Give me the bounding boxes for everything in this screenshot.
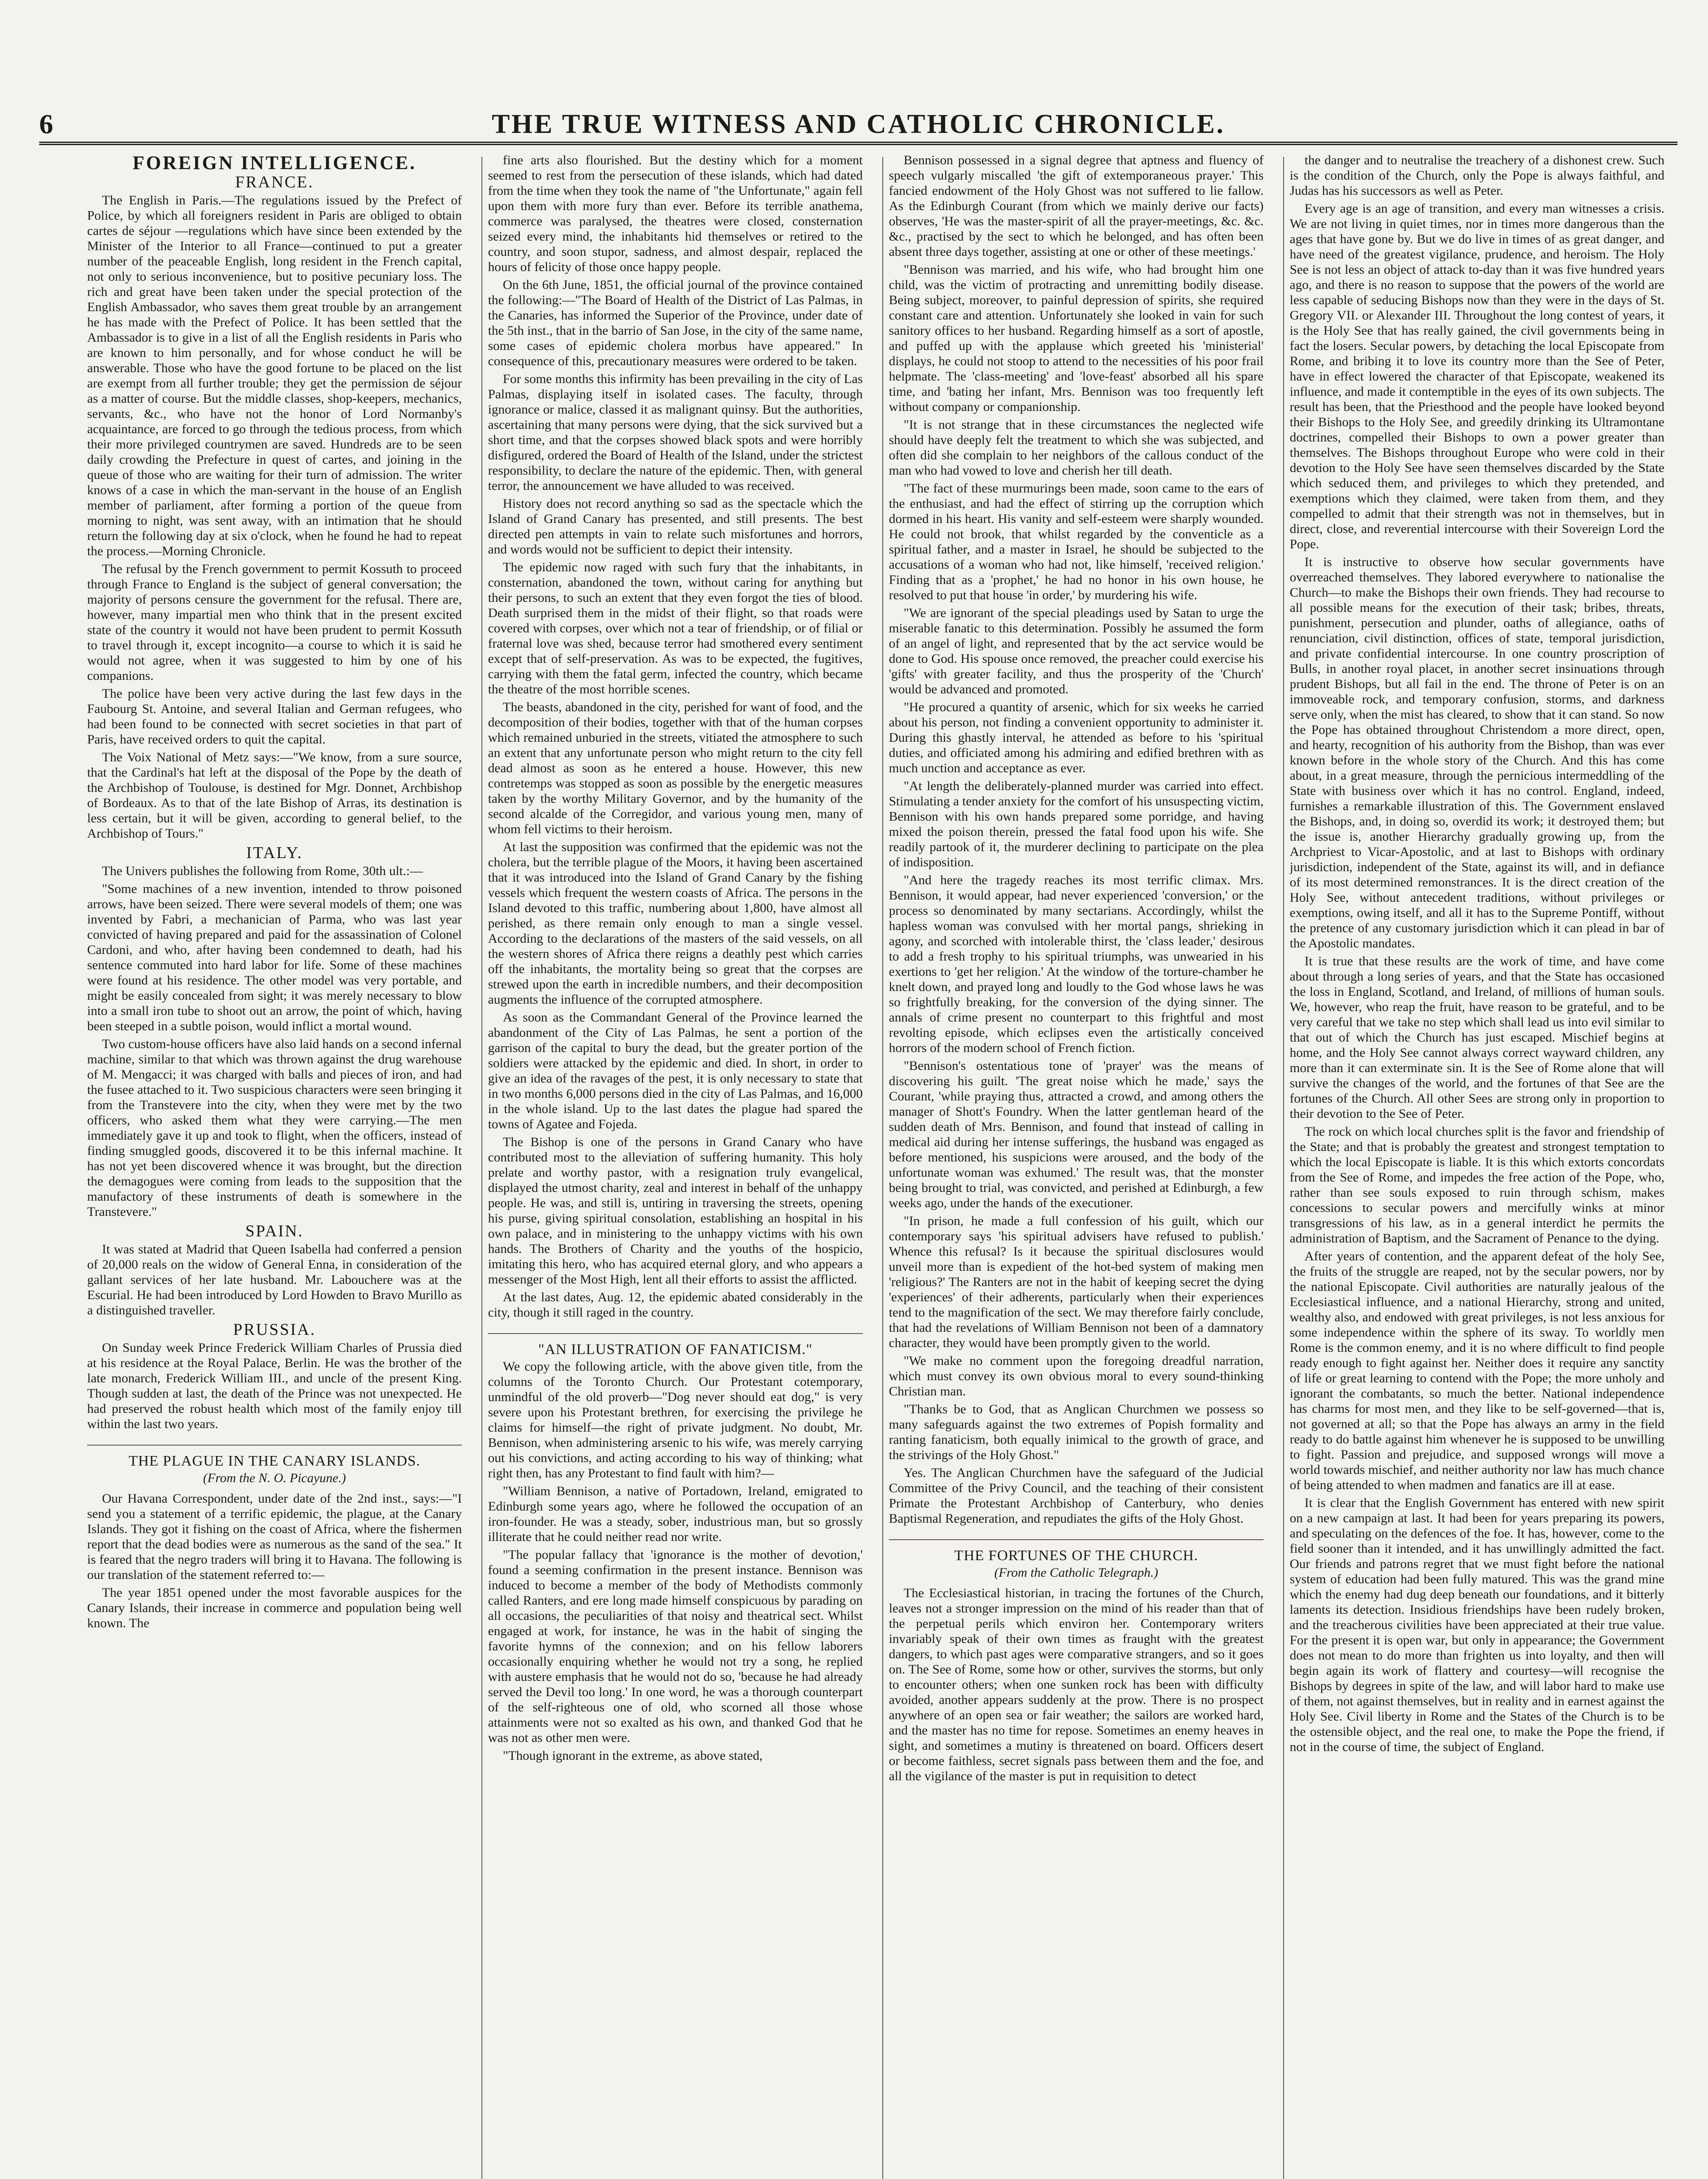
column-divider [481,157,482,2179]
paragraph: "Some machines of a new invention, intended to throw poisoned arrows, have been seized. There were several models of them; one was invented by Fabri, a mechanician of Parma, who was last year convicted of having prepared and paid for the assassination of Colonel Cardoni, and who, after having been condemned to death, had his sentence commuted into hard labor for life. Some of these machines were found at his residence. The other model was very portable, and might be easily concealed from sight; it was merely necessary to blow into a small iron tube to shoot out an arrow, the point of which, having been steeped in a subtle poison, would inflict a mortal wound. [87,882,462,1033]
paragraph: "Though ignorant in the extreme, as above stated, [503,1748,763,1763]
paragraph: The Ecclesiastical historian, in tracing the fortunes of the Church, leaves not a stronger impression on the mind of his reader than that of the perpetual perils which environ her. Contemporary writers invariably speak of their own times as fraught with the greatest dangers, to which past ages were comparative strangers, and so it goes on. The See of Rome, some how or other, survives the storms, but only to encounter others; when one sunken rock has been with difficulty avoided, another appears suddenly at the prow. There is no prospect anywhere of an open sea or fair weather; the sailors are worked hard, and the master has no time for repose. Sometimes an enemy heaves in sight, and sometimes a mutiny is threatened on board. Officers desert or become faithless, secret signals pass between them and the foe, and all the vigilance of the master is put in requisition to detect [889,1586,1264,1783]
paragraph: On Sunday week Prince Frederick William Charles of Prussia died at his residence at the Royal Palace, Berlin. He was the brother of the late monarch, Frederick William III., and uncle of the present King. Though sudden at last, the death of the Prince was not unexpected. He had preserved the robust health which most of the family enjoy till within the last two years. [87,1341,462,1431]
masthead-rule [39,142,1678,145]
article-source: (From the Catholic Telegraph.) [994,1565,1159,1580]
country-heading: FRANCE. [235,173,314,191]
column-1 [87,153,462,2179]
paragraph: "We make no comment upon the foregoing dreadful narration, which must convey its own obvious moral to every sound-thinking Christian man. [889,1354,1264,1398]
paragraph: History does not record anything so sad as the spectacle which the Island of Grand Canary has presented, and still presents. The best directed pen attempts in vain to relate such misfortunes and horrors, and words would not be sufficient to depict their intensity. [488,496,863,557]
column-4 [1290,153,1664,2179]
column-2 [488,153,863,2179]
paragraph: The refusal by the French government to permit Kossuth to proceed through France to England is the subject of general conversation; the majority of persons censure the government for the refusal. There are, however, many impartial men who think that in the present excited state of the country it would not have been prudent to permit Kossuth to travel through it, except incognito—a course to which it is said he would not agree, when it was suggested to him by one of his companions. [87,562,462,683]
paragraph: "The fact of these murmurings been made, soon came to the ears of the enthusiast, and had the effect of stirring up the corruption which dormed in his heart. His vanity and self-esteem were sharply wounded. He could not brook, that whilst regarded by the conventicle as a spiritual father, and a master in Israel, he should be subjected to the accusations of a woman who had not, like himself, 'received religion.' Finding that as a 'prophet,' he had no honor in his own house, he resolved to put that house 'in order,' by murdering his wife. [889,481,1264,602]
paragraph: "Thanks be to God, that as Anglican Churchmen we possess so many safeguards against the two extremes of Popish formality and ranting fanaticism, both equally inimical to the growth of grace, and the strivings of the Holy Ghost." [889,1402,1264,1462]
paragraph: Bennison possessed in a signal degree that aptness and fluency of speech vulgarly miscalled 'the gift of extemporaneous prayer.' This fancied endowment of the Holy Ghost was not suffered to lie fallow. As the Edinburgh Courant (from which we mainly derive our facts) observes, 'He was the master-spirit of all the prayer-meetings, &c. &c. &c., practised by the sect to which he belonged, and has often been absent three days together, assisting at one or other of these meetings.' [889,153,1264,259]
section-heading: FOREIGN INTELLIGENCE. [132,153,417,173]
paragraph: On the 6th June, 1851, the official journal of the province contained the following:—"The Board of Health of the District of Las Palmas, in the Canaries, has informed the Superior of the Province, under date of the 5th inst., that in the barrio of San Jose, in the city of the same name, some cases of epidemic cholera morbus have appeared." In consequence of this, precautionary measures were ordered to be taken. [488,278,863,368]
country-heading: PRUSSIA. [233,1320,316,1339]
paragraph: It is clear that the English Government has entered with new spirit on a new campaign at last. It had been for years preparing its powers, and speculating on the defences of the foe. It has, however, come to the field sooner than it intended, and it has unwillingly admitted the fact. Our friends and patrons regret that we must fight before the national system of education had been fully matured. This was the grand mine which the enemy had dug deep beneath our foundations, and it bitterly laments its detection. Insidious friendships have been rudely broken, and the treacherous civilities have been appreciated at their true value. For the present it is open war, but only in appearance; the Government does not mean to do more than frighten us into loyalty, and then will begin again its work of flattery and courtesy—will recognise the Bishops by degrees in spite of the law, and will labor hard to make use of them, not against themselves, but in reality and in earnest against the Holy See. Civil liberty in Rome and the States of the Church is to be the ostensible object, and the real one, to make the Pope the friend, if not in the course of time, the subject of England. [1290,1496,1664,1754]
column-3 [889,153,1264,2179]
masthead [39,109,1678,139]
paragraph: The Univers publishes the following from Rome, 30th ult.:— [102,864,423,878]
article-heading: THE FORTUNES OF THE CHURCH. [889,1539,1264,1563]
paragraph: As soon as the Commandant General of the Province learned the abandonment of the City of Las Palmas, he sent a portion of the garrison of the capital to bury the dead, but the greater portion of the soldiers were attacked by the epidemic and died. In short, in order to give an idea of the ravages of the pest, it is only necessary to state that in two months 6,000 persons died in the city of Las Palmas, and 16,000 in the whole island. Up to the last dates the plague had spared the towns of Agatee and Fojeda. [488,1010,863,1131]
paragraph: Every age is an age of transition, and every man witnesses a crisis. We are not living in quiet times, nor in times more dangerous than the ages that have gone by. But we do live in times of as great danger, and have need of the greatest vigilance, prudence, and heroism. The Holy See is not less an object of attack to-day than it was five hundred years ago, and there is no reason to suppose that the powers of the world are less capable of seducing Bishops now than they were in the days of St. Gregory VII. or Alexander III. Throughout the long contest of years, it is the Holy See that has really gained, the civil governments being in fact the losers. Secular powers, by detaching the local Episcopate from Rome, and bribing it to love its country more than the See of Peter, have in effect lowered the character of that Episcopate, weakened its influence, and made it contemptible in the eyes of its own subjects. The result has been, that the Priesthood and the people have looked beyond their Bishops to the Holy See, and greedily drinking its Ultramontane doctrines, compelled their Bishops to own a power greater than themselves. The Bishops throughout Europe who were cold in their devotion to the Holy See have seen themselves discarded by the State which seduced them, and privileges to which they pretended, and exemptions which they claimed, were taken from them, and they compelled to admit that their strength was not in themselves, but in direct, close, and reverential intercourse with their Sovereign Lord the Pope. [1290,201,1664,551]
article-heading: "AN ILLUSTRATION OF FANATICISM." [488,1333,863,1357]
paragraph: The English in Paris.—The regulations issued by the Prefect of Police, by which all foreigners resident in Paris are obliged to obtain cartes de séjour —regulations which have since been extended by the Minister of the Interior to all France—continued to put a greater number of the peaceable English, long resident in the French capital, not only to serious inconvenience, but to positive pecuniary loss. The rich and great have been taken under the special protection of the English Ambassador, who saves them great trouble by an arrangement he has made with the Prefect of Police. It has been settled that the Ambassador is to give in a list of all the English residents in Paris who are known to him personally, and for whose conduct he will be answerable. Those who have the good fortune to be placed on the list are exempt from all further trouble; they get the permission de séjour as a matter of course. But the middle classes, shop-keepers, mechanics, servants, &c., who have not the honor of Lord Normanby's acquaintance, are forced to go through the tedious process, from which their more privileged countrymen are saved. Hundreds are to be seen daily crowding the Prefecture in quest of cartes, and joining in the queue of those who are waiting for their turn of admission. The writer knows of a case in which the man-servant in the house of an English member of parliament, after forming a portion of the queue from morning to night, was sent away, with an intimation that he should return the following day at six o'clock, when he found he had to repeat the process.—Morning Chronicle. [87,193,462,558]
paragraph: the danger and to neutralise the treachery of a dishonest crew. Such is the condition of the Church, only the Pope is always faithful, and Judas has his successors as well as Peter. [1290,153,1664,198]
paragraph: At last the supposition was confirmed that the epidemic was not the cholera, but the terrible plague of the Moors, it having been ascertained that it was introduced into the Island of Grand Canary by the fishing vessels which frequent the western coasts of Africa. The persons in the Island devoted to this traffic, numbering about 1,800, have almost all perished, as there remain only enough to man a single vessel. According to the declarations of the masters of the said vessels, on all the western shores of Africa there reigns a deathly pest which carries off the inhabitants, the mortality being so great that the corpses are strewed upon the earth in incredible numbers, and their decomposition augments the influence of the corrupted atmosphere. [488,840,863,1007]
paragraph: "Bennison was married, and his wife, who had brought him one child, was the victim of protracting and unremitting bodily disease. Being subject, moreover, to painful depression of spirits, she required constant care and attention. Unfortunately she looked in vain for such sanitory offices to her husband. Regarding himself as a sort of apostle, and puffed up with the applause which greeted his 'ministerial' displays, he could not stoop to attend to the necessities of his poor frail helpmate. The 'class-meeting' and 'love-feast' absorbed all his spare time, and 'bating her infant, Mrs. Bennison was too frequently left without company or companionship. [889,262,1264,414]
paragraph: Two custom-house officers have also laid hands on a second infernal machine, similar to that which was thrown against the drug warehouse of M. Mengacci; it was charged with balls and pieces of iron, and had the fusee attached to it. Two suspicious characters were seen bringing it from the Transtevere into the city, when they were met by the two officers, who asked them what they were carrying.—The men immediately gave it up and took to flight, when the officers, instead of finding smuggled goods, discovered it to be this infernal machine. It has not yet been discovered whence it was brought, but the direction the demagogues were coming from leads to the supposition that the manufactory of these instruments of death is somewhere in the Transtevere." [87,1037,462,1219]
paragraph: It is instructive to observe how secular governments have overreached themselves. They labored everywhere to nationalise the Church—to make the Bishops their own friends. They had recourse to all possible means for the execution of their task; bribes, threats, punishment, persecution and plunder, oaths of allegiance, oaths of renunciation, civil distinction, offices of state, temporal jurisdiction, and private confidential intercourse. In one country proscription of Bulls, in another royal placet, in another secret insinuations through prudent Bishops, but all fail in the end. The throne of Peter is on an immoveable rock, and temporary confusion, storms, and darkness serve only, when the mist has cleared, to show that it can stand. So now the Pope has obtained throughout Christendom a more direct, open, and hearty, recognition of his authority from the Bishop, than was ever known before in the whole story of the Church. And this has come about, in a great measure, through the pernicious intermeddling of the State with business over which it has no control. England, indeed, furnishes a remarkable illustration of this. The Government enslaved the Bishops, and, in doing so, overdid its work; it destroyed them; but the issue is, another Hierarchy gradually growing up, from the Archpriest to Vicar-Apostolic, and at last to Bishops with ordinary jurisdiction, independent of the State, against its will, and in defiance of its most determined remonstrances. It is the direct creation of the Holy See, without antecedent traditions, without privileges or exemptions, owing itself, and all it has to the Supreme Pontiff, without the pretence of any customary jurisdiction which it can plead in bar of the Apostolic mandates. [1290,555,1664,950]
paragraph: For some months this infirmity has been prevailing in the city of Las Palmas, displaying itself in isolated cases. The faculty, through ignorance or malice, classed it as malignant quinsy. But the authorities, ascertaining that many persons were dying, that the sick survived but a short time, and that the corpses showed black spots and were horribly disfigured, ordered the Board of Health of the Island, under the strictest responsibility, to declare the nature of the epidemic. Then, with general terror, the announcement we have alluded to was received. [488,372,863,493]
paragraph: The Voix National of Metz says:—"We know, from a sure source, that the Cardinal's hat left at the disposal of the Pope by the death of the Archbishop of Toulouse, is destined for Mgr. Donnet, Archbishop of Bordeaux. As to that of the late Bishop of Arras, its destination is less certain, but it will be given, according to general belief, to the Archbishop of Tours." [87,750,462,841]
paragraph: The Bishop is one of the persons in Grand Canary who have contributed most to the alleviation of suffering humanity. This holy prelate and worthy pastor, with a resignation truly evangelical, displayed the utmost charity, zeal and interest in behalf of the unhappy people. He was, and still is, untiring in traversing the streets, opening his purse, giving spiritual consolation, establishing an hospital in his own palace, and in ministering to the unhappy victims with his own hands. The Brothers of Charity and the youths of the hospicio, imitating this hero, who has acquired eternal glory, and who appears a messenger of the Most High, lent all their efforts to assist the afflicted. [488,1135,863,1286]
paragraph: "We are ignorant of the special pleadings used by Satan to urge the miserable fanatic to this determination. Possibly he assumed the form of an angel of light, and represented that by the act service would be done to God. His spouse once removed, the preacher could exercise his 'gifts' with greater facility, and thus the prosperity of the 'Church' would be advanced and promoted. [889,606,1264,696]
article-heading: THE PLAGUE IN THE CANARY ISLANDS. [87,1445,462,1469]
paragraph: "And here the tragedy reaches its most terrific climax. Mrs. Bennison, it would appear, had never experienced 'conversion,' or the process so denominated by many sectarians. Accordingly, whilst the hapless woman was convulsed with her mortal pangs, shrieking in agony, and scorched with intolerable thirst, the 'class leader,' desirous to add a fresh trophy to his spiritual triumphs, was unwearied in his exertions to 'get her religion.' At the window of the torture-chamber he knelt down, and prayed long and loudly to the God whose laws he was so frightfully breaking, for the conversion of the dying sinner. The annals of crime present no counterpart to this frightful and most revolting episode, which eclipses even the artistically conceived horrors of the modern school of French fiction. [889,873,1264,1055]
paragraph: The rock on which local churches split is the favor and friendship of the State; and that is probably the greatest and strongest temptation to which the local Episcopate is liable. It is this which extorts concordats from the See of Rome, and impedes the free action of the Pope, who, rather than see souls exposed to ruin through schism, makes concessions to secular powers and mercifully winks at minor transgressions of his law, as in a general interdict he permits the administration of Baptism, and the Sacrament of Penance to the dying. [1290,1124,1664,1246]
paragraph: "He procured a quantity of arsenic, which for six weeks he carried about his person, not finding a convenient opportunity to administer it. During this ghastly interval, he attended as before to his 'spiritual duties, and officiated among his admiring and edified brethren with as much unction and acceptance as ever. [889,700,1264,775]
article-source: (From the N. O. Picayune.) [203,1471,346,1485]
columns [87,153,1664,2179]
paragraph: Our Havana Correspondent, under date of the 2nd inst., says:—"I send you a statement of a terrific epidemic, the plague, at the Canary Islands. They got it fishing on the coast of Africa, where the fishermen report that the dead bodies were as numerous as the sand of the sea." It is feared that the negro traders will bring it to Havana. The following is our translation of the statement referred to:— [87,1491,462,1582]
paragraph: "William Bennison, a native of Portadown, Ireland, emigrated to Edinburgh some years ago, where he followed the occupation of an iron-founder. He was a steady, sober, industrious man, but so grossly illiterate that he could neither read nor write. [488,1484,863,1544]
paragraph: After years of contention, and the apparent defeat of the holy See, the fruits of the struggle are reaped, not by the secular powers, nor by the national Episcopate. Civil authorities are naturally jealous of the Ecclesiastical influence, and a national Hierarchy, strong and united, wealthy also, and endowed with great privileges, is not less anxious for some independence within the sphere of its sway. To worldly men Rome is the common enemy, and it is no where difficult to find people ready enough to fight against her. Neither does it require any sanctity of life or great learning to contend with the Pope; the more unholy and ignorant the combatants, so much the better. National independence has charms for most men, and they like to be self-governed—that is, not governed at all; so that the Pope has always an army in the field ready to do battle against him whenever he is supposed to be unwilling to fight. Passion and prejudice, and supposed wrongs will move a world towards mischief, and neither authority nor law has much chance of being attended to when madmen and fanatics are ill at ease. [1290,1249,1664,1492]
country-heading: SPAIN. [245,1222,304,1240]
paragraph: "In prison, he made a full confession of his guilt, which our contemporary says 'his spiritual advisers have refused to publish.' Whence this refusal? Is it because the spiritual disclosures would unveil more than is expedient of the hot-bed system of making men 'religious?' The Ranters are not in the habit of keeping secret the dying 'experiences' of their adherents, particularly when their experiences tend to the magnification of the sect. We may therefore fairly conclude, that had the revelations of William Bennison not been of a damnatory character, they would have been promptly given to the world. [889,1214,1264,1350]
country-heading: ITALY. [246,844,303,862]
paragraph: It is true that these results are the work of time, and have come about through a long series of years, and that the State has occasioned the loss in England, Scotland, and Ireland, of millions of human souls. We, however, who reap the fruit, have reason to be grateful, and to be very careful that we take no step which shall lead us into evil similar to that out of which the Church has just escaped. Mischief begins at home, and the Holy See cannot always correct wayward children, any more than it can exterminate sin. It is the See of Rome alone that will survive the changes of the world, and the fortunes of that See are the fortunes of the Church. All other Sees are strong only in proportion to their devotion to the See of Peter. [1290,954,1664,1121]
paragraph: The police have been very active during the last few days in the Faubourg St. Antoine, and several Italian and German refugees, who had been found to be connected with secret societies in that part of Paris, have received orders to quit the capital. [87,686,462,747]
page-number: 6 [39,109,53,139]
paragraph: "The popular fallacy that 'ignorance is the mother of devotion,' found a seeming confirmation in the present instance. Bennison was induced to become a member of the body of Methodists commonly called Ranters, and ere long made himself conspicuous by parading on all occasions, the peculiarities of that noisy and theatrical sect. Whilst engaged at work, for instance, he was in the habit of singing the favorite hymns of the connexion; and on his fellow laborers occasionally enquiring whether he would not try a song, he replied with austere emphasis that he would not do so, 'because he had already served the Devil too long.' In one word, he was a thorough counterpart of the self-righteous one of old, who scorned all those whose attainments were not so exalted as his own, and thanked God that he was not as other men were. [488,1548,863,1745]
column-divider [1283,157,1284,2179]
paragraph: The year 1851 opened under the most favorable auspices for the Canary Islands, their increase in commerce and population being well known. The [87,1585,462,1630]
paragraph: The epidemic now raged with such fury that the inhabitants, in consternation, abandoned the town, without caring for anything but their persons, to such an extent that they even forgot the ties of blood. Death surprised them in the midst of their flight, so that roads were covered with corpses, over which not a tear of friendship, or of filial or fraternal love was shed, because terror had smothered every sentiment except that of self-preservation. As was to be expected, the fugitives, carrying with them the fatal germ, infected the country, which became the theatre of the most horrible scenes. [488,560,863,696]
paragraph: It was stated at Madrid that Queen Isabella had conferred a pension of 20,000 reals on the widow of General Enna, in consideration of the gallant services of her late husband. Mr. Labouchere was at the Escurial. He had been introduced by Lord Howden to Bravo Murillo as a distinguished traveller. [87,1242,462,1317]
paragraph: We copy the following article, with the above given title, from the columns of the Toronto Church. Our Protestant cotemporary, unmindful of the old proverb—"Dog never should eat dog," is very severe upon his Protestant brethren, for exercising the privilege he claims for himself—the right of private judgment. No doubt, Mr. Bennison, when administering arsenic to his wife, was merely carrying out his convictions, and acting according to his way of thinking; what right then, has any Protestant to find fault with him?— [488,1359,863,1480]
paragraph: "It is not strange that in these circumstances the neglected wife should have deeply felt the treatment to which she was subjected, and often did she complain to her neighbors of the callous conduct of the man who had vowed to love and cherish her till death. [889,417,1264,478]
column-divider [882,157,883,2179]
paragraph: Yes. The Anglican Churchmen have the safeguard of the Judicial Committee of the Privy Council, and the teaching of their consistent Primate the Protestant Archbishop of Canterbury, who denies Baptismal Regeneration, and repudiates the gifts of the Holy Ghost. [889,1466,1264,1526]
running-head-title: THE TRUE WITNESS AND CATHOLIC CHRONICLE. [491,109,1225,139]
paragraph: At the last dates, Aug. 12, the epidemic abated considerably in the city, though it still raged in the country. [488,1290,863,1320]
paragraph: fine arts also flourished. But the destiny which for a moment seemed to rest from the persecution of these islands, which had dated from the time when they took the name of "the Unfortunate," again fell upon them with more fury than ever. Before its terrible anathema, commerce was paralysed, the theatres were closed, consternation seized every mind, the inhabitants hid themselves or retired to the country, and soon stupor, sadness, and almost despair, replaced the hours of felicity of those once happy people. [488,153,863,274]
paragraph: The beasts, abandoned in the city, perished for want of food, and the decomposition of their bodies, together with that of the human corpses which remained unburied in the streets, vitiated the atmosphere to such an extent that any unfortunate person who might return to the city fell dead almost as soon as he entered a house. However, this new contretemps was stopped as soon as possible by the energetic measures taken by the worthy Military Governor, and by the humanity of the second alcalde of the Corregidor, and various young men, many of whom fell victims to their heroism. [488,700,863,836]
paragraph: "Bennison's ostentatious tone of 'prayer' was the means of discovering his guilt. 'The great noise which he made,' says the Courant, 'while praying thus, attracted a crowd, and among others the manager of Shott's Foundry. When the latter gentleman heard of the sudden death of Mrs. Bennison, and found that instead of calling in medical aid during her intense sufferings, the husband was engaged as before mentioned, his suspicions were aroused, and the body of the unfortunate woman was exhumed.' The result was, that the monster being brought to trial, was convicted, and perished at Edinburgh, a few weeks ago, under the hands of the executioner. [889,1059,1264,1210]
paragraph: "At length the deliberately-planned murder was carried into effect. Stimulating a tender anxiety for the comfort of his unsuspecting victim, Bennison with his own hands prepared some porridge, and having mixed the poison therein, pressed the fatal food upon his wife. She readily partook of it, the murderer declining to participate on the plea of indisposition. [889,779,1264,869]
